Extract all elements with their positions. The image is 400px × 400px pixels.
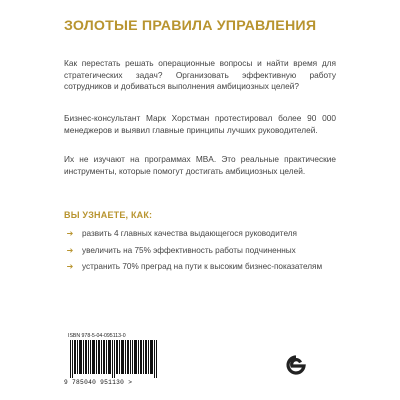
list-item	[64, 261, 340, 273]
arrow-bullet-icon: ➔	[66, 229, 74, 238]
isbn-text: ISBN 978-5-04-095113-0	[68, 333, 126, 339]
cover-headline: ЗОЛОТЫЕ ПРАВИЛА УПРАВЛЕНИЯ	[64, 18, 317, 34]
arrow-bullet-icon: ➔	[66, 262, 74, 272]
paragraph-mba: Их не изучают на программах MBA. Это реальные практические инструменты, которые помогут достигать амбициозных целей.	[64, 154, 336, 176]
barcode-area	[64, 333, 160, 387]
paragraph-author: Бизнес-консультант Марк Хорстман протестировал более 90 000 менеджеров и выявил главные принципы лучших руководителей.	[64, 113, 336, 135]
paragraph-intro: Как перестать решать операционные вопросы и найти время для стратегических задач? Организовать эффективную работу сотрудников и добиваться выполнения амбициозных целей?	[64, 58, 336, 92]
list-item-text: увеличить на 75% эффективность работы подчиненных	[82, 245, 296, 255]
book-back-cover	[54, 0, 346, 400]
benefits-list	[64, 228, 340, 275]
barcode-icon	[70, 340, 158, 378]
barcode-number: 9 785040 951130 >	[64, 379, 133, 386]
eksmo-logo-icon	[286, 355, 306, 375]
list-item	[64, 228, 340, 240]
arrow-bullet-icon: ➔	[66, 245, 74, 255]
list-item	[64, 245, 340, 257]
list-item-text: устранить 70% преград на пути к высоким бизнес-показателям	[82, 262, 323, 272]
learn-subheading: ВЫ УЗНАЕТЕ, КАК:	[64, 210, 153, 220]
list-item-text: развить 4 главных качества выдающегося руководителя	[82, 229, 297, 238]
